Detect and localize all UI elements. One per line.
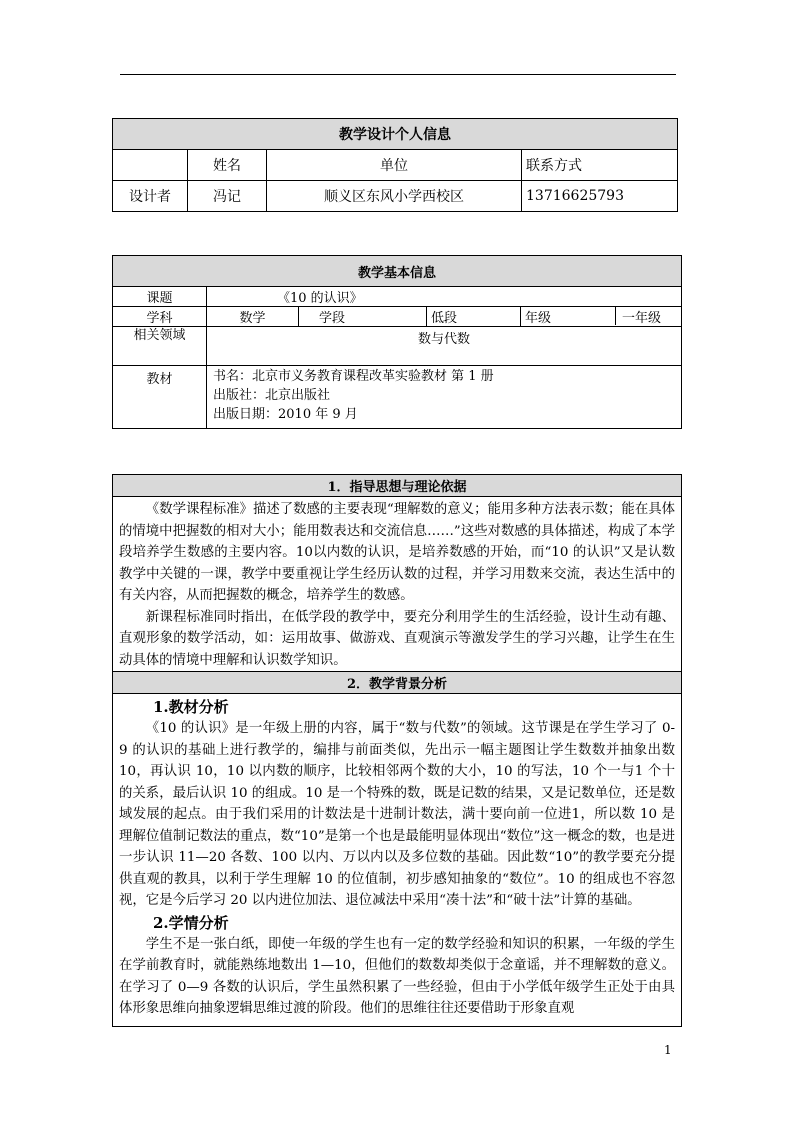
- grade-label: 年级: [521, 307, 616, 325]
- section2-paragraph-1: 《10 的认识》是一年级上册的内容，属于“数与代数”的领域。这节课是在学生学习了 0-9 的认识的基础上进行教学的，编排与前面类似，先出示一幅主题图让学生数数并抽象出数 10，再认识 10，10 以内数的顺序，比较相邻两个数的大小，10 的写法，10 个一与1 个十的关系，最后认识 10 的组成。10 是一个特殊的数，既是记数的结果，又是记数单位，还是数域发展的起点。由于我们采用的计数法是十进制计数法，满十要向前一位进1，所以数 10 是理解位值制记数法的重点，数“10”是第一个也是最能明显体现出“数位”这一概念的数，也是进一步认识 11—20 各数、100 以内、万以内以及多位数的基础。因此数“10”的教学要充分提供直观的教具，以利于学生理解 10 的位值制，初步感知抽象的“数位”。10 的组成也不容忽视，它是今后学习 20 以内进位加法、退位减法中采用“凑十法”和“破十法”计算的基础。: [119, 721, 675, 908]
- section2-body: [113, 694, 682, 1027]
- empty-cell: [113, 150, 188, 181]
- material-publisher: 出版社：北京出版社: [213, 388, 331, 403]
- domain-label: 相关领域: [113, 327, 207, 366]
- section2-title: 2．教学背景分析: [113, 672, 682, 694]
- header-rule: [120, 74, 676, 75]
- domain-value: 数与代数: [207, 327, 682, 366]
- section1-paragraph-2: 新课程标准同时指出，在低学段的教学中，要充分利用学生的生活经验，设计生动有趣、直观形象的数学活动，如：运用故事、做游戏、直观演示等激发学生的学习兴趣，让学生在生动具体的情境中理解和认识数学知识。: [119, 609, 675, 668]
- section2-subheading-1: 1.教材分析: [153, 698, 229, 716]
- section2-subheading-2: 2.学情分析: [153, 913, 229, 932]
- subject-value: 数学: [207, 307, 299, 327]
- col-contact-header: 联系方式: [522, 150, 678, 181]
- col-name-header: 姓名: [188, 150, 267, 181]
- section1-body: [113, 497, 682, 672]
- material-label: 教材: [113, 366, 207, 429]
- col-unit-header: 单位: [267, 150, 522, 181]
- grade-cells: [521, 307, 682, 327]
- basic-info-table: [112, 255, 682, 429]
- designer-table-title: 教学设计个人信息: [113, 119, 678, 150]
- designer-contact: 13716625793: [522, 181, 678, 212]
- section2-paragraph-2: 学生不是一张白纸，即使一年级的学生也有一定的数学经验和知识的积累，一年级的学生在学前教育时，就能熟练地数出 1—10，但他们的数数却类似于念童谣，并不理解数的意义。在学习了 0—9 各数的认识后，学生虽然积累了一些经验，但由于小学低年级学生正处于由具体形象思维向抽象逻辑思维过渡的阶段。他们的思维往往还要借助于形象直观: [119, 936, 675, 1016]
- stage-value: 低段: [427, 307, 521, 327]
- designer-row-label: 设计者: [113, 181, 188, 212]
- topic-value: 《10 的认识》: [207, 287, 682, 307]
- grade-value: 一年级: [622, 311, 662, 326]
- topic-label: 课题: [113, 287, 207, 307]
- designer-info-table: [112, 118, 678, 212]
- subject-label: 学科: [113, 307, 207, 327]
- designer-name: 冯记: [188, 181, 267, 212]
- material-book: 书名：北京市义务教育课程改革实验教材 第 1 册: [213, 369, 494, 384]
- material-value: [207, 366, 682, 429]
- designer-unit: 顺义区东风小学西校区: [267, 181, 522, 212]
- stage-label: 学段: [299, 307, 427, 327]
- material-date: 出版日期：2010 年 9 月: [213, 407, 358, 422]
- design-content-table: [112, 474, 682, 1027]
- page-number: 1: [664, 1043, 672, 1057]
- section1-title: 1．指导思想与理论依据: [113, 475, 682, 497]
- section1-paragraph-1: 《数学课程标准》描述了数感的主要表现“理解数的意义；能用多种方法表示数；能在具体的情境中把握数的相对大小；能用数表达和交流信息……”这些对数感的具体描述，构成了本学段培养学生数感的主要内容。10以内数的认识，是培养数感的开始，而“10 的认识”又是认数教学中关键的一课，教学中要重视让学生经历认数的过程，并学习用数来交流，表达生活中的有关内容，从而把握数的概念，培养学生的数感。: [119, 502, 675, 603]
- basic-table-title: 教学基本信息: [113, 256, 682, 287]
